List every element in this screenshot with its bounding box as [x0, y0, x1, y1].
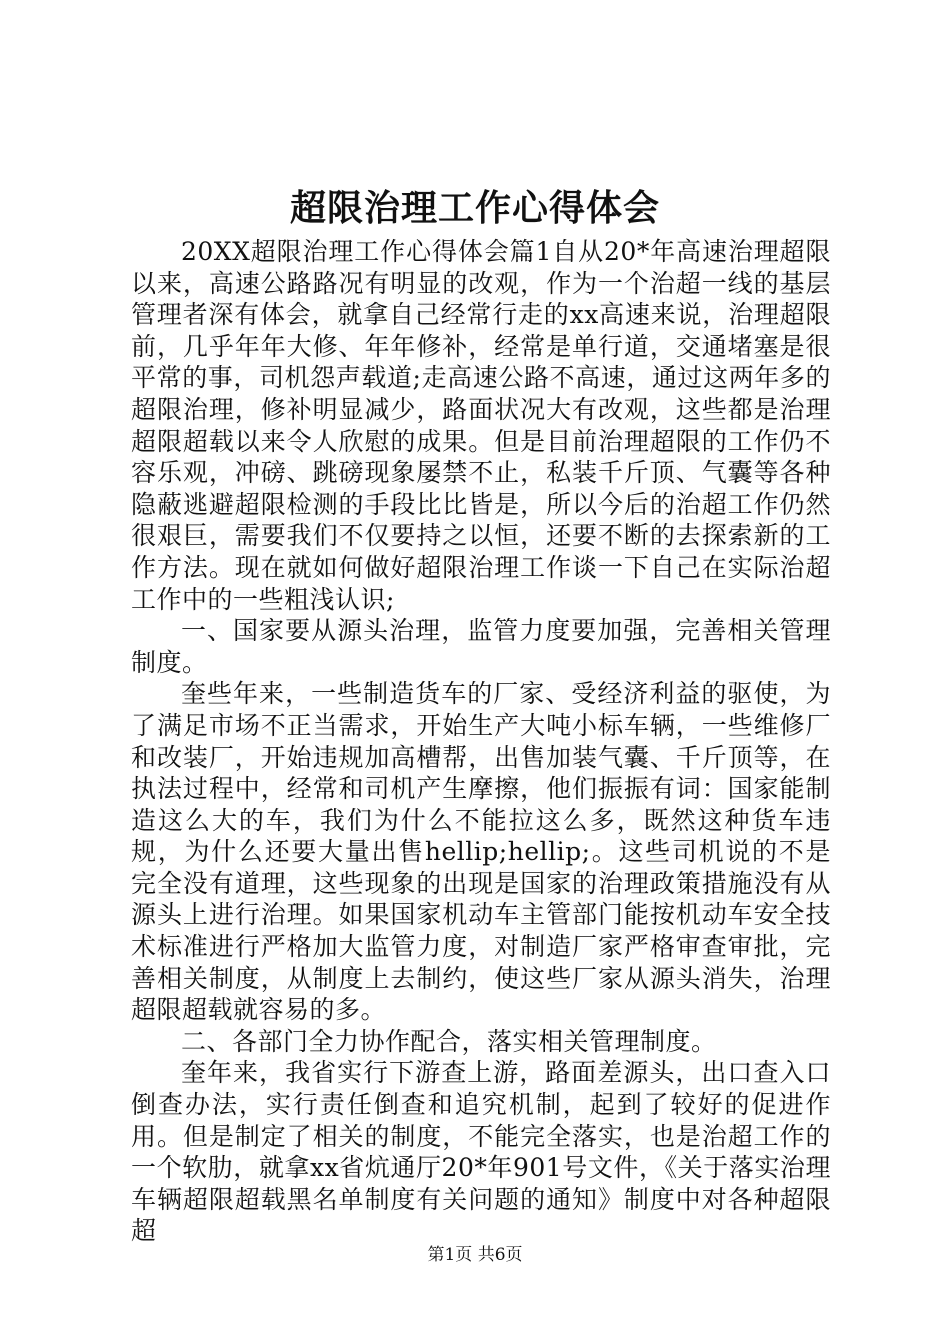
paragraph-heading-2: 二、各部门全力协作配合，落实相关管理制度。 — [181, 1026, 717, 1056]
paragraph-cooperation: 奎年来，我省实行下游查上游，路面差源头，出口查入口倒查办法，实行责任倒查和追究机制，起到了较好的促进作用。但是制定了相关的制度，不能完全落实，也是治超工作的一个软肋，就拿xx省炕通厅20*年901号文件，《关于落实治理车辆超限超载黑名单制度有关问题的通知》制度中对各种超限超 — [131, 1058, 831, 1246]
paragraph-intro: 20XX超限治理工作心得体会篇1自从20*年高速治理超限以来，高速公路路况有明显的改观，作为一个治超一线的基层管理者深有体会，就拿自己经常行走的xx高速来说，治理超限前，几乎年年大修、年年修补，经常是单行道，交通堵塞是很平常的事，司机怨声载道;走高速公路不高速，通过这两年多的超限治理，修补明显减少，路面状况大有改观，这些都是治理超限超载以来令人欣慰的成果。但是目前治理超限的工作仍不容乐观，冲磅、跳磅现象屡禁不止，私装千斤顶、气囊等各种隐蔽逃避超限检测的手段比比皆是，所以今后的治超工作仍然很艰巨，需要我们不仅要持之以恒，还要不断的去探索新的工作方法。现在就如何做好超限治理工作谈一下自己在实际治超工作中的一些粗浅认识; — [131, 237, 831, 614]
document-body — [131, 236, 831, 1247]
page-footer: 第1页 共6页 — [427, 1245, 523, 1265]
document-title: 超限治理工作心得体会 — [289, 187, 660, 229]
paragraph-heading-1: 一、国家要从源头治理，监管力度要加强，完善相关管理制度。 — [131, 616, 831, 677]
paragraph-source-control: 奎些年来，一些制造货车的厂家、受经济利益的驱使，为了满足市场不正当需求，开始生产大吨小标车辆，一些维修厂和改装厂，开始违规加高槽帮，出售加装气囊、千斤顶等，在执法过程中，经常和司机产生摩擦，他们振振有词：国家能制造这么大的车，我们为什么不能拉这么多，既然这种货车违规，为什么还要大量出售hellip;hellip;。这些司机说的不是完全没有道理，这些现象的出现是国家的治理政策措施没有从源头上进行治理。如果国家机动车主管部门能按机动车安全技术标准进行严格加大监管力度，对制造厂家严格审查审批，完善相关制度，从制度上去制约，使这些厂家从源头消失，治理超限超载就容易的多。 — [131, 679, 831, 1025]
